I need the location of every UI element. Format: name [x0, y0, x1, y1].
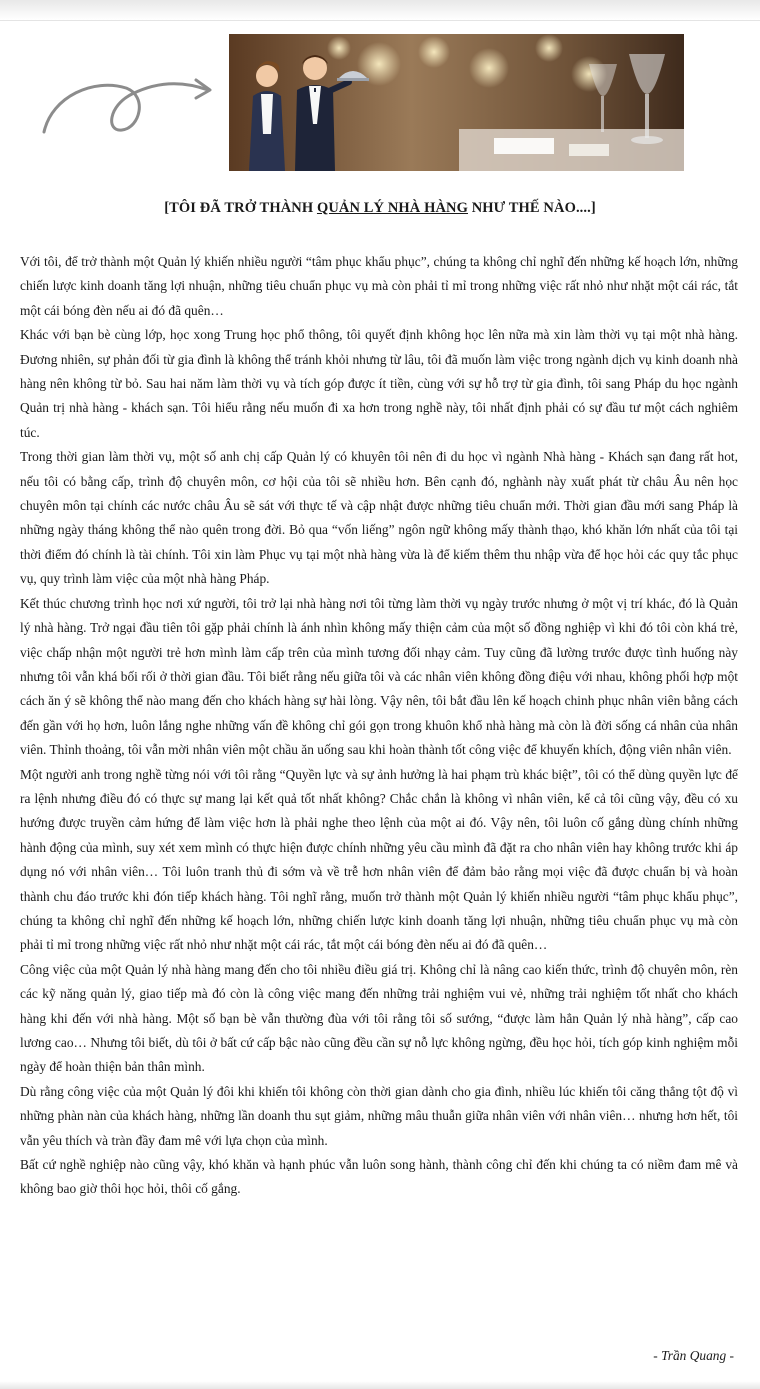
paragraph: Khác với bạn bè cùng lớp, học xong Trung học phổ thông, tôi quyết định không học lên nữa mà xin làm thời vụ tại một nhà hàng. Đương nhiên, sự phản đối từ gia đình là không thể tránh khỏi nhưng từ lâu, tôi đã muốn làm việc trong ngành dịch vụ kinh doanh nhà hàng nên không từ bỏ. Sau hai năm làm thời vụ và tích góp được ít tiền, cùng với sự hỗ trợ từ gia đình, tôi sang Pháp du học ngành Quản trị nhà hàng - khách sạn. Tôi hiểu rằng nếu muốn đi xa hơn trong nghề này, tôi nhất định phải có sự đầu tư một cách nghiêm túc. [20, 327, 738, 440]
restaurant-staff-banner [229, 34, 684, 171]
title-open: [TÔI ĐÃ TRỞ THÀNH [164, 200, 317, 216]
curved-arrow-icon [36, 66, 216, 146]
paragraph: Trong thời gian làm thời vụ, một số anh chị cấp Quản lý có khuyên tôi nên đi du học vì ngành Nhà hàng - Khách sạn đang rất hot, nếu tôi có bằng cấp, trình độ chuyên môn, cơ hội của tôi sẽ nhiều hơn. Bên cạnh đó, nghành này xuất phát từ châu Âu nên học chuyên môn tại chính các nước châu Âu sẽ sát với thực tế và cập nhật được những tiêu chuẩn mới. Thời gian đầu mới sang Pháp là những ngày tháng không thể nào quên trong đời. Bỏ qua “vốn liếng” ngôn ngữ không mấy thành thạo, khó khăn lớn nhất của tôi tại thời điểm đó chính là tài chính. Tôi xin làm Phục vụ tại một nhà hàng vừa là để kiếm thêm thu nhập vừa để học hỏi các quy tắc phục vụ, quy trình làm việc của một nhà hàng Pháp. [20, 449, 738, 587]
paragraph: Bất cứ nghề nghiệp nào cũng vậy, khó khăn và hạnh phúc vẫn luôn song hành, thành công chỉ đến khi chúng ta có niềm đam mê và không bao giờ thôi học hỏi, thôi cố gắng. [20, 1157, 738, 1197]
article-title [0, 200, 760, 217]
title-close: NHƯ THẾ NÀO....] [468, 200, 596, 216]
paragraph: Kết thúc chương trình học nơi xứ người, tôi trở lại nhà hàng nơi tôi từng làm thời vụ ngày trước nhưng ở một vị trí khác, đó là Quản lý nhà hàng. Trở ngại đầu tiên tôi gặp phải chính là ánh nhìn không mấy thiện cảm của một số đồng nghiệp vì khi đó tôi còn khá trẻ, việc chấp nhận một người trẻ hơn mình làm cấp trên của mình tương đối nhạy cảm. Tuy cũng đã lường trước được tình huống này nhưng tôi vẫn khá bối rối ở thời gian đầu. Tôi biết rằng nếu giữa tôi và các nhân viên không đồng điệu với nhau, không phối hợp một cách ăn ý sẽ không thể nào mang đến cho khách hàng sự hài lòng. Vậy nên, tôi bắt đầu lên kế hoạch chinh phục nhân viên bằng cách đến gần với họ hơn, luôn lắng nghe những vấn đề không chỉ gói gọn trong khuôn khổ nhà hàng mà còn là đời sống cá nhân của nhân viên. Thỉnh thoảng, tôi vẫn mời nhân viên một chầu ăn uống sau khi hoàn thành tốt công việc để khuyến khích, động viên nhân viên. [20, 595, 738, 758]
top-shadow-bar [0, 0, 760, 21]
paragraph: Công việc của một Quản lý nhà hàng mang đến cho tôi nhiều điều giá trị. Không chỉ là nâng cao kiến thức, trình độ chuyên môn, rèn các kỹ năng quản lý, giao tiếp mà đó còn là công việc mang đến những trải nghiệm vui vẻ, những trải nghiệm tốt nhất cho khách hàng khi đến với nhà hàng. Một số bạn bè vẫn thường đùa với tôi rằng tôi số sướng, “được làm hẳn Quản lý nhà hàng”, cấp cao lương cao… Nhưng tôi biết, dù tôi ở bất cứ cấp bậc nào cũng đều cần sự nỗ lực không ngừng, đều học hỏi, tích góp kinh nghiệm mỗi ngày để hoàn thiện bản thân mình. [20, 961, 738, 1075]
article-body [20, 250, 738, 1202]
paragraph: Một người anh trong nghề từng nói với tôi rằng “Quyền lực và sự ảnh hưởng là hai phạm trù khác biệt”, tôi có thể dùng quyền lực để ra lệnh nhưng điều đó có thực sự mang lại kết quả tốt nhất không? Chắc chắn là không vì nhân viên, kể cả tôi cũng vậy, đều có xu hướng được truyền cảm hứng để làm việc hơn là phải nghe theo lệnh của một ai đó. Vậy nên, tôi luôn cố gắng dùng chính những hành động của mình, suy xét xem mình có thực hiện được chính những yêu cầu mình đã đặt ra cho nhân viên hay không trước khi áp dụng nó với nhân viên… Tôi luôn tranh thủ đi sớm và về trễ hơn nhân viên để đảm bảo rằng mọi việc đã được chuẩn bị và hoàn thành chu đáo trước khi đón tiếp khách hàng. Tôi nghĩ rằng, muốn trở thành một Quản lý khiến nhiều người “tâm phục khẩu phục”, chúng ta không chỉ nghĩ đến những kế hoạch lớn, những chiến lược kinh doanh tăng lợi nhuận, những tiêu chuẩn phục vụ mà còn phải tỉ mỉ trong những việc rất nhỏ như nhặt một cái rác, tắt một cái bóng đèn nếu ai đó đã quên… [20, 766, 738, 953]
author-signature: - Trần Quang - [653, 1348, 734, 1363]
paragraph: Dù rằng công việc của một Quản lý đôi khi khiến tôi không còn thời gian dành cho gia đình, nhiều lúc khiến tôi căng thẳng tột độ vì những phàn nàn của khách hàng, những lần doanh thu sụt giảm, những mâu thuẫn giữa nhân viên với nhân viên… nhưng hơn hết, tôi vẫn yêu thích và tràn đầy đam mê với lựa chọn của mình. [20, 1083, 738, 1148]
paragraph: Với tôi, để trở thành một Quản lý khiến nhiều người “tâm phục khẩu phục”, chúng ta không chỉ nghĩ đến những kế hoạch lớn, những chiến lược kinh doanh tăng lợi nhuận, những tiêu chuẩn phục vụ mà còn phải tỉ mỉ trong những việc rất nhỏ như nhặt một cái rác, tắt một cái bóng đèn nếu ai đó đã quên… [20, 254, 738, 318]
bottom-shadow-bar [0, 1381, 760, 1389]
title-emphasis: QUẢN LÝ NHÀ HÀNG [316, 200, 468, 216]
